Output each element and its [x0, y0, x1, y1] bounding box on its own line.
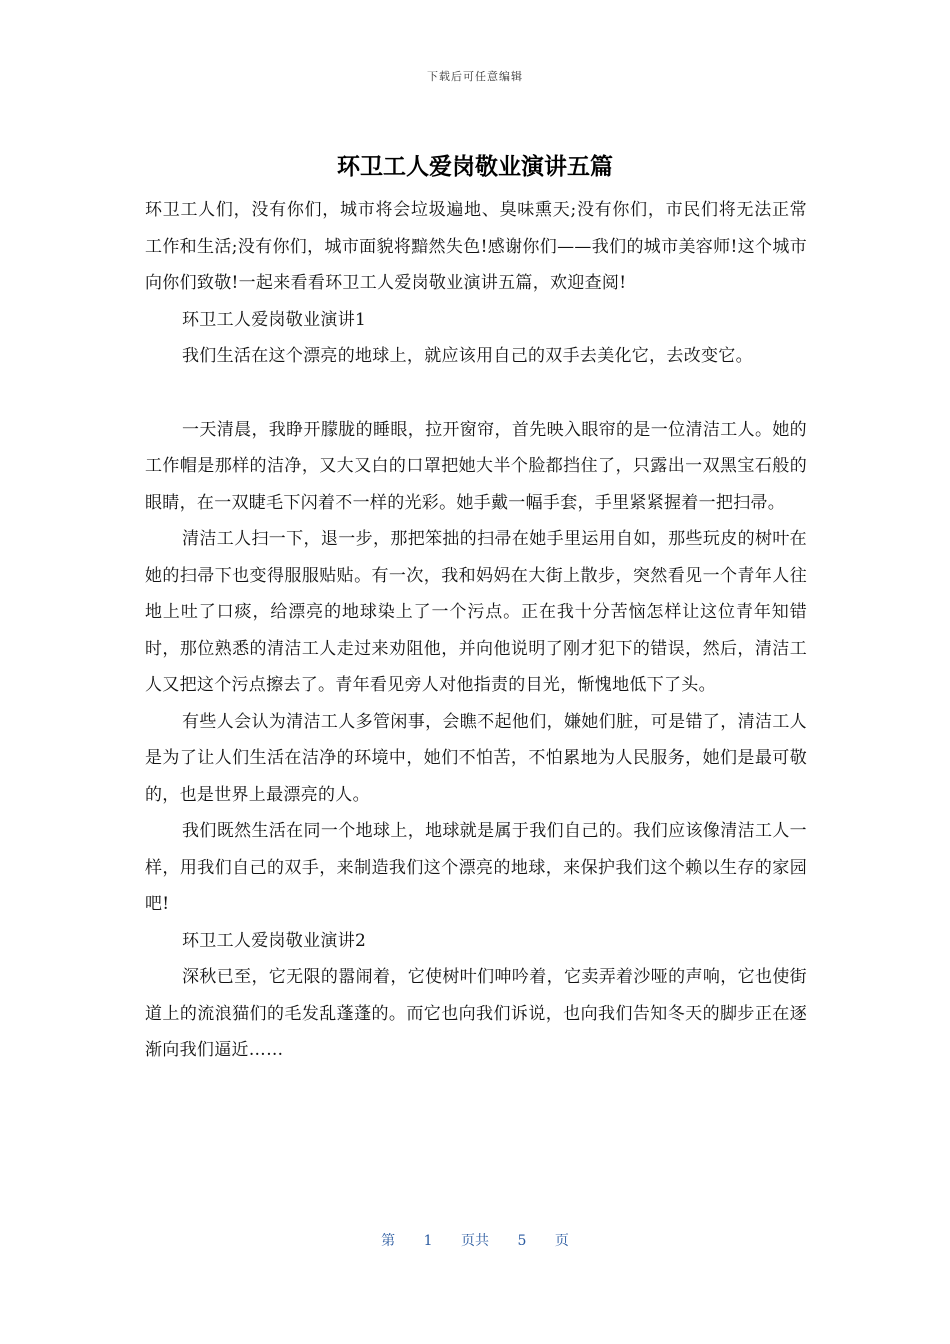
page-label-middle: 页共: [461, 1233, 489, 1249]
body-paragraph: 我们既然生活在同一个地球上，地球就是属于我们自己的。我们应该像清洁工人一样，用我们自己的双手，来制造我们这个漂亮的地球，来保护我们这个赖以生存的家园吧!: [145, 821, 807, 914]
page-number-footer: [0, 1230, 950, 1250]
header-note: 下载后可任意编辑: [427, 70, 523, 83]
document-body: [145, 192, 807, 1069]
section-heading-1: 环卫工人爱岗敬业演讲1: [182, 309, 367, 330]
body-paragraph: 有些人会认为清洁工人多管闲事，会瞧不起他们，嫌她们脏，可是错了，清洁工人是为了让人们生活在洁净的环境中，她们不怕苦，不怕累地为人民服务，她们是最可敬的，也是世界上最漂亮的人。: [145, 711, 807, 805]
body-paragraph: 清洁工人扫一下，退一步，那把笨拙的扫帚在她手里运用自如，那些玩皮的树叶在她的扫帚下也变得服服贴贴。有一次，我和妈妈在大街上散步，突然看见一个青年人往地上吐了口痰，给漂亮的地球染上了一个污点。正在我十分苦恼怎样让这位青年知错时，那位熟悉的清洁工人走过来劝阻他，并向他说明了刚才犯下的错误，然后，清洁工人又把这个污点擦去了。青年看见旁人对他指责的目光，惭愧地低下了头。: [145, 529, 807, 695]
body-paragraph: 我们生活在这个漂亮的地球上，就应该用自己的双手去美化它，去改变它。: [182, 346, 753, 366]
body-paragraph: 一天清晨，我睁开朦胧的睡眼，拉开窗帘，首先映入眼帘的是一位清洁工人。她的工作帽是那样的洁净，又大又白的口罩把她大半个脸都挡住了，只露出一双黑宝石般的眼睛，在一双睫毛下闪着不一样的光彩。她手戴一幅手套，手里紧紧握着一把扫帚。: [145, 419, 807, 513]
blank-line: [145, 375, 807, 412]
page-label-prefix: 第: [381, 1233, 396, 1249]
body-paragraph: 深秋已至，它无限的嚣闹着，它使树叶们呻吟着，它卖弄着沙哑的声响，它也使街道上的流浪猫们的毛发乱蓬蓬的。而它也向我们诉说，也向我们告知冬天的脚步正在逐渐向我们逼近……: [145, 967, 807, 1060]
intro-paragraph: 环卫工人们，没有你们，城市将会垃圾遍地、臭味熏天;没有你们，市民们将无法正常工作和生活;没有你们，城市面貌将黯然失色!感谢你们——我们的城市美容师!这个城市向你们致敬!一起来看看环卫工人爱岗敬业演讲五篇，欢迎查阅!: [145, 200, 807, 293]
section-heading-2: 环卫工人爱岗敬业演讲2: [182, 930, 367, 951]
document-title: 环卫工人爱岗敬业演讲五篇: [337, 154, 613, 180]
total-pages-number: 5: [517, 1233, 527, 1249]
current-page-number: 1: [423, 1233, 433, 1249]
page-label-suffix: 页: [554, 1233, 569, 1249]
